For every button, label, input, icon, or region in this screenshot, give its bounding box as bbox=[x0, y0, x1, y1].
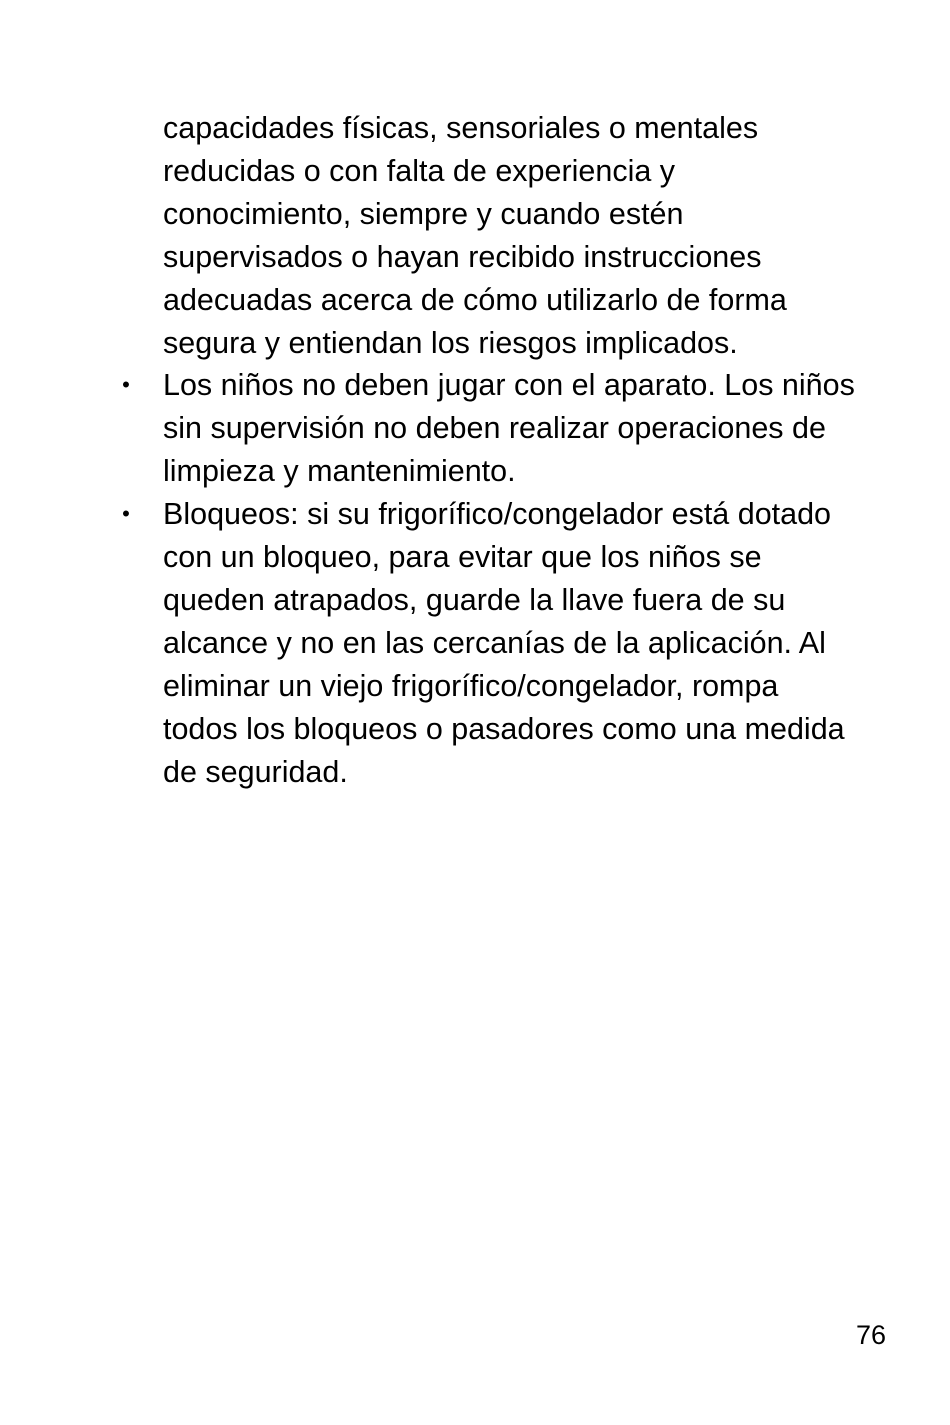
text-line: capacidades físicas, sensoriales o mentales bbox=[163, 111, 759, 145]
bullet-item-locks bbox=[122, 493, 893, 793]
text-line: sin supervisión no deben realizar operaciones de bbox=[163, 411, 826, 446]
text-line: queden atrapados, guarde la llave fuera de su bbox=[163, 582, 786, 617]
bullet-icon: • bbox=[122, 501, 130, 527]
text-line: de seguridad. bbox=[163, 754, 348, 789]
text-line: eliminar un viejo frigorífico/congelador, rompa bbox=[163, 668, 779, 703]
text-line: conocimiento, siempre y cuando estén bbox=[163, 196, 684, 231]
text-line: Los niños no deben jugar con el aparato. Los niños bbox=[163, 368, 855, 403]
text-line: supervisados o hayan recibido instrucciones bbox=[163, 239, 762, 274]
bullet-item-children bbox=[122, 364, 893, 493]
continuation-paragraph bbox=[163, 107, 893, 364]
bullet-icon: • bbox=[122, 372, 130, 398]
text-line: reducidas o con falta de experiencia y bbox=[163, 153, 676, 188]
text-line: con un bloqueo, para evitar que los niños se bbox=[163, 540, 762, 575]
text-line: adecuadas acerca de cómo utilizarlo de forma bbox=[163, 282, 787, 317]
text-line: Bloqueos: si su frigorífico/congelador está dotado bbox=[163, 497, 832, 532]
text-line: alcance y no en las cercanías de la aplicación. Al bbox=[163, 625, 826, 660]
page-number: 76 bbox=[856, 1320, 887, 1350]
text-line: limpieza y mantenimiento. bbox=[163, 454, 516, 489]
text-line: todos los bloqueos o pasadores como una medida bbox=[163, 711, 845, 746]
text-line: segura y entiendan los riesgos implicados. bbox=[163, 325, 738, 360]
body-text bbox=[122, 107, 893, 794]
